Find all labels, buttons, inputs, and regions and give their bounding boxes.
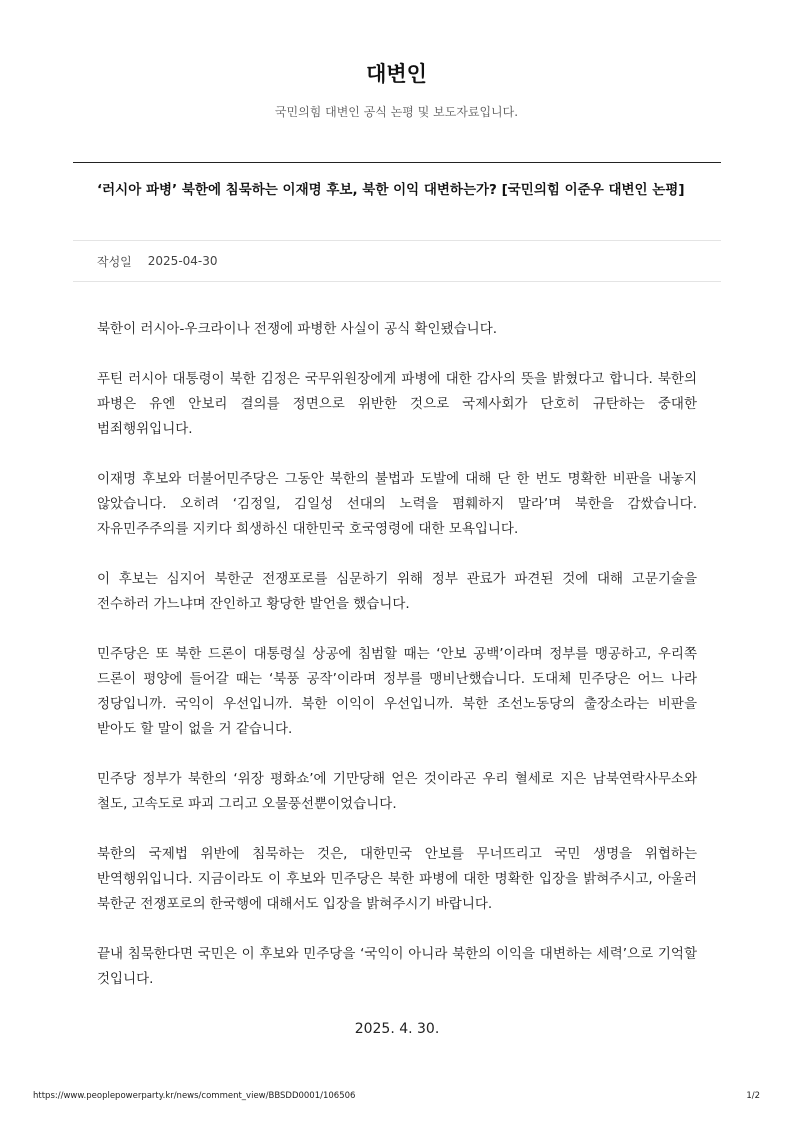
article-container <box>73 162 721 1042</box>
paragraph: 푸틴 러시아 대통령이 북한 김정은 국무위원장에게 파병에 대한 감사의 뜻을 밝혔다고 합니다. 북한의 파병은 유엔 안보리 결의를 정면으로 위반한 것으로 국제사회가 단호히 규탄하는 중대한 범죄행위입니다. <box>97 371 697 437</box>
paragraph: 이 후보는 심지어 북한군 전쟁포로를 심문하기 위해 정부 관료가 파견된 것에 대해 고문기술을 전수하러 가느냐며 잔인하고 황당한 발언을 했습니다. <box>97 571 697 612</box>
meta-row <box>73 240 721 282</box>
date-label: 작성일 <box>97 254 132 269</box>
paragraph: 이재명 후보와 더불어민주당은 그동안 북한의 불법과 도발에 대해 단 한 번도 명확한 비판을 내놓지 않았습니다. 오히려 ‘김정일, 김일성 선대의 노력을 폄훼하지 말라’며 북한을 감쌌습니다. 자유민주주의를 지키다 희생하신 대한민국 호국영령에 대한 모욕입니다. <box>97 471 697 537</box>
paragraph: 민주당은 또 북한 드론이 대통령실 상공에 침범할 때는 ‘안보 공백’이라며 정부를 맹공하고, 우리쪽 드론이 평양에 들어갈 때는 ‘북풍 공작’이라며 정부를 맹비난했습니다. 도대체 민주당은 어느 나라 정당입니까. 국익이 우선입니까. 북한 이익이 우선입니까. 북한 조선노동당의 출장소라는 비판을 받아도 할 말이 없을 거 같습니다. <box>97 646 697 737</box>
page-title: 대변인 <box>366 62 427 86</box>
closing-date: 2025. 4. 30. <box>354 1021 440 1037</box>
paragraph: 북한이 러시아-우크라이나 전쟁에 파병한 사실이 공식 확인됐습니다. <box>97 321 498 337</box>
paragraph: 북한의 국제법 위반에 침묵하는 것은, 대한민국 안보를 무너뜨리고 국민 생명을 위협하는 반역행위입니다. 지금이라도 이 후보와 민주당은 북한 파병에 대한 명확한 입장을 밝혀주시고, 아울러 북한군 전쟁포로의 한국행에 대해서도 입장을 밝혀주시기 바랍니다. <box>97 846 697 912</box>
article-body <box>73 282 721 1042</box>
paragraph: 민주당 정부가 북한의 ‘위장 평화쇼’에 기만당해 얻은 것이라곤 우리 혈세로 지은 남북연락사무소와 철도, 고속도로 파괴 그리고 오물풍선뿐이었습니다. <box>97 771 697 812</box>
page-number: 1/2 <box>746 1091 760 1101</box>
page-subtitle: 국민의힘 대변인 공식 논평 및 보도자료입니다. <box>274 105 519 119</box>
article-title: ‘러시아 파병’ 북한에 침묵하는 이재명 후보, 북한 이익 대변하는가? [국민의힘 이준우 대변인 논평] <box>97 182 685 198</box>
paragraph: 끝내 침묵한다면 국민은 이 후보와 민주당을 ‘국익이 아니라 북한의 이익을 대변하는 세력’으로 기억할 것입니다. <box>97 946 697 987</box>
footer-url: https://www.peoplepowerparty.kr/news/comment_view/BBSDD0001/106506 <box>33 1091 356 1101</box>
date-value: 2025-04-30 <box>147 254 218 268</box>
